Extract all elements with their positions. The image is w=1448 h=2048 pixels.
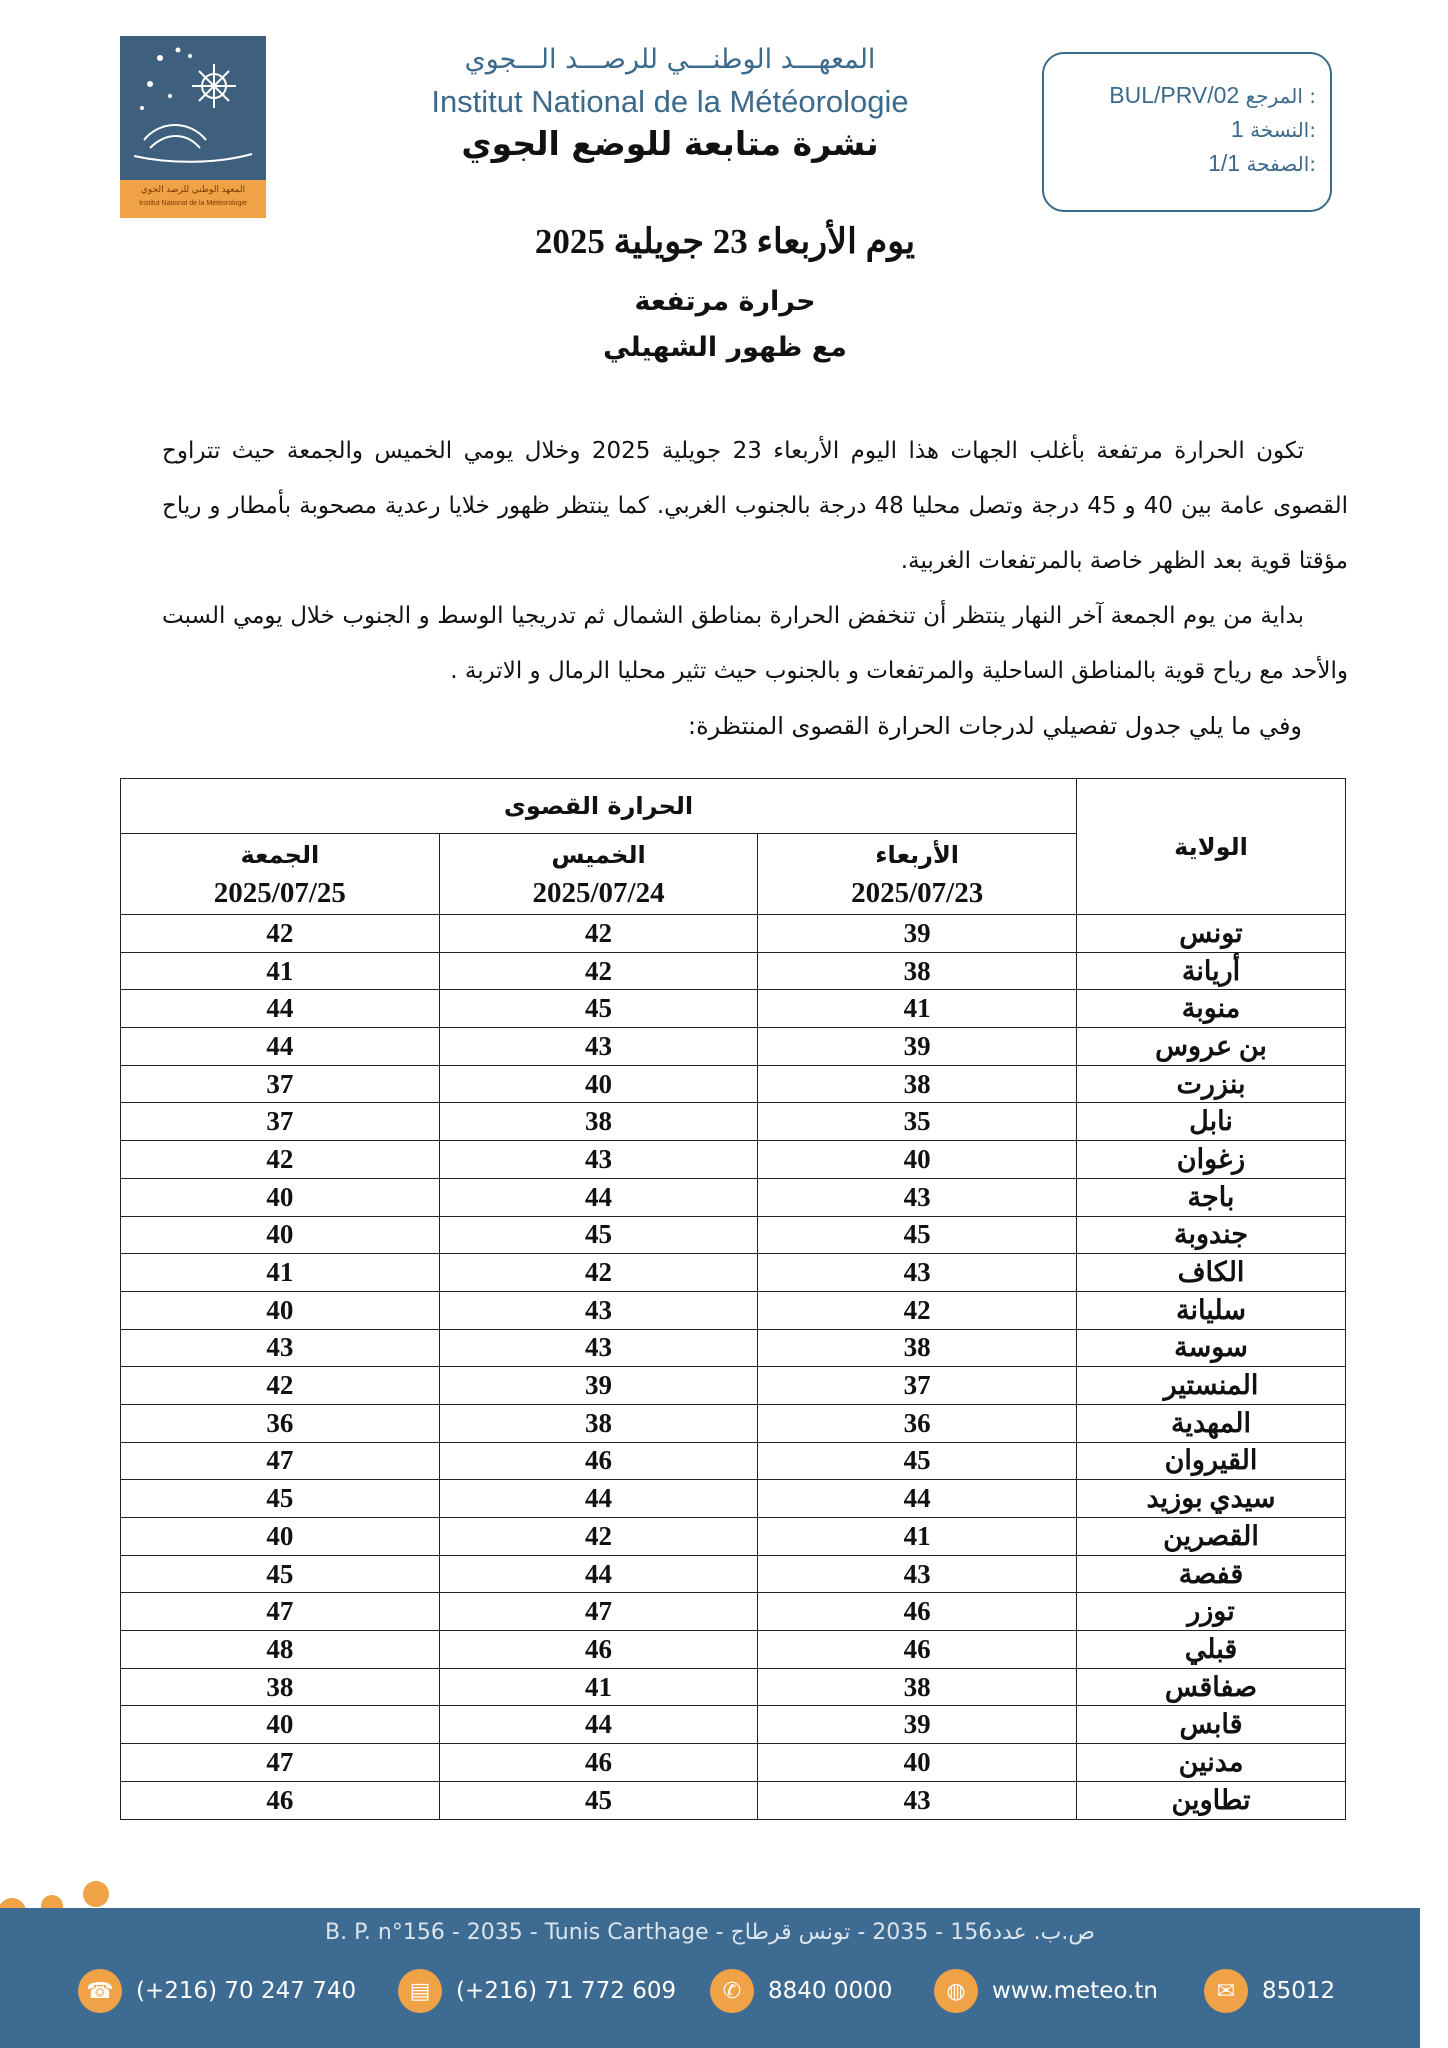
phone-number: (+216) 70 247 740 xyxy=(136,1978,357,2004)
table-row xyxy=(121,1781,1346,1819)
table-row xyxy=(121,1706,1346,1744)
day-name: الأربعاء xyxy=(875,841,960,869)
temp-cell: 45 xyxy=(439,990,758,1028)
temp-cell: 38 xyxy=(439,1103,758,1141)
sms-number: 85012 xyxy=(1262,1978,1336,2004)
temp-cell: 42 xyxy=(758,1291,1077,1329)
footer-phone[interactable] xyxy=(78,1966,356,2016)
green-number: 8840 0000 xyxy=(768,1978,893,2004)
temp-cell: 47 xyxy=(121,1744,440,1782)
temp-cell: 43 xyxy=(439,1329,758,1367)
table-row xyxy=(121,1668,1346,1706)
temp-cell: 42 xyxy=(439,1254,758,1292)
temp-cell: 38 xyxy=(758,1065,1077,1103)
table-intro: وفي ما يلي جدول تفصيلي لدرجات الحرارة القصوى المنتظرة: xyxy=(687,712,1302,740)
temp-cell: 47 xyxy=(121,1593,440,1631)
governorate-cell: باجة xyxy=(1077,1178,1346,1216)
day-name: الخميس xyxy=(551,841,646,869)
table-row xyxy=(121,1518,1346,1556)
temp-cell: 46 xyxy=(439,1631,758,1669)
temp-cell: 45 xyxy=(121,1555,440,1593)
temp-cell: 45 xyxy=(758,1442,1077,1480)
day-header-wednesday xyxy=(758,834,1077,915)
governorate-cell: الكاف xyxy=(1077,1254,1346,1292)
table-row xyxy=(121,1216,1346,1254)
inm-logo xyxy=(120,36,266,218)
temp-cell: 40 xyxy=(121,1291,440,1329)
temp-cell: 41 xyxy=(121,1254,440,1292)
table-row xyxy=(121,1744,1346,1782)
temp-cell: 40 xyxy=(121,1518,440,1556)
table-row xyxy=(121,1404,1346,1442)
footer-sms[interactable] xyxy=(1204,1966,1335,2016)
reference-value: BUL/PRV/02 xyxy=(1109,82,1240,108)
governorate-header: الولاية xyxy=(1077,779,1346,915)
governorate-cell: المنستير xyxy=(1077,1367,1346,1405)
table-row xyxy=(121,1028,1346,1066)
bulletin-date: يوم الأربعاء 23 جويلية 2025 xyxy=(534,222,916,261)
governorate-cell: توزر xyxy=(1077,1593,1346,1631)
governorate-cell: تطاوين xyxy=(1077,1781,1346,1819)
globe-icon: ◍ xyxy=(934,1969,978,2013)
temp-cell: 39 xyxy=(758,1706,1077,1744)
table-row xyxy=(121,1367,1346,1405)
temp-cell: 42 xyxy=(439,915,758,953)
governorate-cell: سيدي بوزيد xyxy=(1077,1480,1346,1518)
temp-cell: 40 xyxy=(758,1744,1077,1782)
table-row xyxy=(121,1631,1346,1669)
table-row xyxy=(121,1291,1346,1329)
temp-cell: 48 xyxy=(121,1631,440,1669)
temp-cell: 38 xyxy=(121,1668,440,1706)
temp-cell: 39 xyxy=(439,1367,758,1405)
governorate-cell: سوسة xyxy=(1077,1329,1346,1367)
table-row xyxy=(121,1254,1346,1292)
temp-cell: 47 xyxy=(121,1442,440,1480)
temp-cell: 37 xyxy=(121,1103,440,1141)
table-row xyxy=(121,990,1346,1028)
logo-text-ar: المعهد الوطني للرصد الجوي xyxy=(140,184,246,194)
governorate-cell: سليانة xyxy=(1077,1291,1346,1329)
logo-emblem-icon xyxy=(120,36,266,180)
footer-fax[interactable] xyxy=(398,1966,676,2016)
temp-cell: 47 xyxy=(439,1593,758,1631)
governorate-cell: تونس xyxy=(1077,915,1346,953)
governorate-cell: قبلي xyxy=(1077,1631,1346,1669)
governorate-cell: بنزرت xyxy=(1077,1065,1346,1103)
table-row xyxy=(121,1555,1346,1593)
footer-website-link[interactable] xyxy=(934,1966,1158,2016)
temp-cell: 43 xyxy=(439,1141,758,1179)
subtitle-high-temperature: حرارة مرتفعة xyxy=(634,286,816,317)
temp-cell: 37 xyxy=(121,1065,440,1103)
governorate-cell: المهدية xyxy=(1077,1404,1346,1442)
fax-number: (+216) 71 772 609 xyxy=(456,1978,677,2004)
max-temperature-table xyxy=(120,778,1346,1820)
governorate-cell: بن عروس xyxy=(1077,1028,1346,1066)
temp-cell: 37 xyxy=(758,1367,1077,1405)
temp-cell: 46 xyxy=(439,1442,758,1480)
copy-value: 1 xyxy=(1230,116,1244,142)
subtitle-sirocco: مع ظهور الشهيلي xyxy=(603,332,847,363)
logo-band xyxy=(120,180,266,218)
temp-cell: 46 xyxy=(439,1744,758,1782)
table-row xyxy=(121,1593,1346,1631)
temp-cell: 44 xyxy=(439,1555,758,1593)
temp-cell: 45 xyxy=(758,1216,1077,1254)
temp-cell: 41 xyxy=(758,990,1077,1028)
day-header-thursday xyxy=(439,834,758,915)
temp-cell: 42 xyxy=(121,915,440,953)
governorate-cell: القيروان xyxy=(1077,1442,1346,1480)
table-row xyxy=(121,1329,1346,1367)
governorate-cell: صفاقس xyxy=(1077,1668,1346,1706)
governorate-cell: نابل xyxy=(1077,1103,1346,1141)
temp-cell: 43 xyxy=(758,1555,1077,1593)
temp-cell: 43 xyxy=(121,1329,440,1367)
governorate-cell: منوبة xyxy=(1077,990,1346,1028)
table-row xyxy=(121,1141,1346,1179)
page-line xyxy=(1208,150,1316,177)
copy-line xyxy=(1231,116,1316,143)
day-date: 2025/07/24 xyxy=(532,877,665,909)
temp-cell: 43 xyxy=(439,1291,758,1329)
governorate-cell: قفصة xyxy=(1077,1555,1346,1593)
table-row xyxy=(121,915,1346,953)
institute-name-ar: المعهـــد الوطنـــي للرصـــد الـــجوي xyxy=(464,44,876,75)
temp-cell: 43 xyxy=(758,1178,1077,1216)
temp-cell: 41 xyxy=(121,952,440,990)
temp-cell: 44 xyxy=(439,1480,758,1518)
temp-cell: 35 xyxy=(758,1103,1077,1141)
temp-cell: 44 xyxy=(758,1480,1077,1518)
temp-cell: 39 xyxy=(758,1028,1077,1066)
governorate-cell: أريانة xyxy=(1077,952,1346,990)
reference-box xyxy=(1042,52,1332,212)
forecast-paragraph-2: بداية من يوم الجمعة آخر النهار ينتظر أن تنخفض الحرارة بمناطق الشمال ثم تدريجيا الوسط و الجنوب خلال يومي السبت والأحد مع رياح قوية بالمناطق الساحلية والمرتفعات و بالجنوب حيث تثير محليا الرمال و الاتربة . xyxy=(162,603,1348,684)
temp-cell: 44 xyxy=(439,1706,758,1744)
sms-icon: ✉ xyxy=(1204,1969,1248,2013)
phone-icon: ☎ xyxy=(78,1969,122,2013)
page-value: 1/1 xyxy=(1208,150,1241,176)
day-name: الجمعة xyxy=(240,841,320,869)
table-row xyxy=(121,1065,1346,1103)
green-number-icon: ✆ xyxy=(710,1969,754,2013)
temp-cell: 38 xyxy=(439,1404,758,1442)
institute-name-fr: Institut National de la Météorologie xyxy=(431,84,909,119)
temp-cell: 45 xyxy=(121,1480,440,1518)
copy-label: النسخة: xyxy=(1250,118,1316,142)
temp-cell: 42 xyxy=(121,1141,440,1179)
fax-icon: ▤ xyxy=(398,1969,442,2013)
day-date: 2025/07/23 xyxy=(851,877,984,909)
temp-cell: 41 xyxy=(758,1518,1077,1556)
logo-text-fr: Institut National de la Météorologie xyxy=(139,200,247,207)
forecast-paragraph-1: تكون الحرارة مرتفعة بأغلب الجهات هذا اليوم الأربعاء 23 جويلية 2025 وخلال يومي الخميس والجمعة حيث تتراوح القصوى عامة بين 40 و 45 درجة وتصل محليا 48 درجة بالجنوب الغربي. كما ينتظر ظهور خلايا رعدية مصحوبة بأمطار و رياح مؤقتا قوية بعد الظهر خاصة بالمرتفعات الغربية. xyxy=(162,438,1348,574)
reference-label: المرجع : xyxy=(1245,84,1316,108)
website-url: www.meteo.tn xyxy=(992,1978,1158,2004)
temp-cell: 38 xyxy=(758,952,1077,990)
governorate-cell: القصرين xyxy=(1077,1518,1346,1556)
table-body xyxy=(121,915,1346,1820)
table-row xyxy=(121,952,1346,990)
temp-cell: 46 xyxy=(758,1593,1077,1631)
temp-cell: 42 xyxy=(439,1518,758,1556)
table-row xyxy=(121,1178,1346,1216)
governorate-cell: مدنين xyxy=(1077,1744,1346,1782)
governorate-cell: جندوبة xyxy=(1077,1216,1346,1254)
temp-cell: 43 xyxy=(758,1781,1077,1819)
temp-cell: 40 xyxy=(121,1178,440,1216)
table-row xyxy=(121,1480,1346,1518)
temp-cell: 41 xyxy=(439,1668,758,1706)
temp-cell: 36 xyxy=(758,1404,1077,1442)
temp-cell: 44 xyxy=(439,1178,758,1216)
temp-cell: 44 xyxy=(121,990,440,1028)
reference-line xyxy=(1109,82,1316,109)
footer-address: B. P. n°156 - 2035 - Tunis Carthage - ص.ب. عدد156 - 2035 - تونس قرطاج xyxy=(325,1920,1095,1945)
temp-cell: 42 xyxy=(439,952,758,990)
temp-cell: 36 xyxy=(121,1404,440,1442)
temp-cell: 38 xyxy=(758,1329,1077,1367)
temp-cell: 43 xyxy=(758,1254,1077,1292)
max-temperature-header: الحرارة القصوى xyxy=(121,779,1077,834)
temp-cell: 38 xyxy=(758,1668,1077,1706)
bulletin-title: نشرة متابعة للوضع الجوي xyxy=(461,124,879,163)
day-date: 2025/07/25 xyxy=(213,877,346,909)
temp-cell: 44 xyxy=(121,1028,440,1066)
table-row xyxy=(121,1442,1346,1480)
governorate-cell: قابس xyxy=(1077,1706,1346,1744)
temp-cell: 40 xyxy=(121,1216,440,1254)
temp-cell: 45 xyxy=(439,1216,758,1254)
temp-cell: 43 xyxy=(439,1028,758,1066)
table-row xyxy=(121,1103,1346,1141)
temp-cell: 46 xyxy=(121,1781,440,1819)
temp-cell: 40 xyxy=(439,1065,758,1103)
day-header-friday xyxy=(121,834,440,915)
temp-cell: 40 xyxy=(121,1706,440,1744)
footer-green-number[interactable] xyxy=(710,1966,892,2016)
page-label: الصفحة: xyxy=(1246,152,1316,176)
temp-cell: 42 xyxy=(121,1367,440,1405)
temp-cell: 39 xyxy=(758,915,1077,953)
temp-cell: 46 xyxy=(758,1631,1077,1669)
governorate-cell: زغوان xyxy=(1077,1141,1346,1179)
temp-cell: 40 xyxy=(758,1141,1077,1179)
temp-cell: 45 xyxy=(439,1781,758,1819)
